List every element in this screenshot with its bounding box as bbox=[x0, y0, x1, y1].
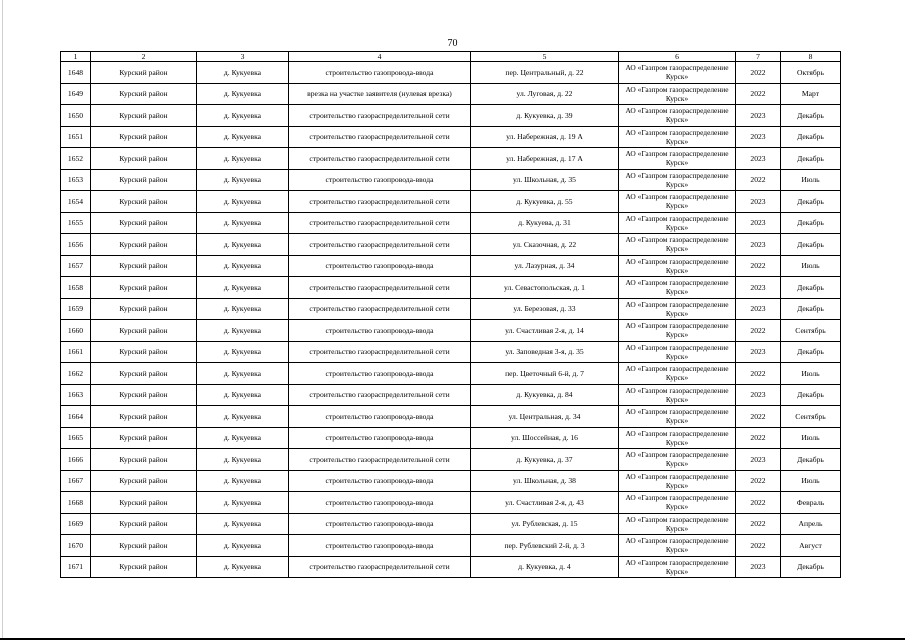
month-cell: Март bbox=[781, 83, 841, 105]
work-type-cell: врезка на участке заявителя (нулевая врезка) bbox=[289, 83, 471, 105]
address-cell: д. Кукуевка, д. 55 bbox=[471, 191, 619, 213]
table-row bbox=[61, 169, 841, 191]
work-type-cell: строительство газораспределительной сети bbox=[289, 234, 471, 256]
work-type-cell: строительство газопровода-ввода bbox=[289, 169, 471, 191]
settlement-cell: д. Кукуевка bbox=[197, 535, 289, 557]
district-cell: Курский район bbox=[91, 169, 197, 191]
organization-cell: АО «Газпром газораспределение Курск» bbox=[619, 234, 736, 256]
work-type-cell: строительство газораспределительной сети bbox=[289, 126, 471, 148]
organization-cell: АО «Газпром газораспределение Курск» bbox=[619, 320, 736, 342]
scan-edge-left bbox=[2, 0, 3, 640]
address-cell: ул. Севастопольская, д. 1 bbox=[471, 277, 619, 299]
district-cell: Курский район bbox=[91, 83, 197, 105]
column-number: 1 bbox=[61, 52, 91, 62]
settlement-cell: д. Кукуевка bbox=[197, 62, 289, 84]
year-cell: 2023 bbox=[736, 277, 781, 299]
month-cell: Декабрь bbox=[781, 277, 841, 299]
year-cell: 2023 bbox=[736, 212, 781, 234]
district-cell: Курский район bbox=[91, 384, 197, 406]
settlement-cell: д. Кукуевка bbox=[197, 126, 289, 148]
year-cell: 2023 bbox=[736, 556, 781, 578]
settlement-cell: д. Кукуевка bbox=[197, 298, 289, 320]
address-cell: пер. Центральный, д. 22 bbox=[471, 62, 619, 84]
work-type-cell: строительство газопровода-ввода bbox=[289, 363, 471, 385]
year-cell: 2023 bbox=[736, 191, 781, 213]
work-type-cell: строительство газораспределительной сети bbox=[289, 556, 471, 578]
settlement-cell: д. Кукуевка bbox=[197, 384, 289, 406]
year-cell: 2022 bbox=[736, 513, 781, 535]
district-cell: Курский район bbox=[91, 427, 197, 449]
district-cell: Курский район bbox=[91, 298, 197, 320]
table-row bbox=[61, 83, 841, 105]
organization-cell: АО «Газпром газораспределение Курск» bbox=[619, 535, 736, 557]
month-cell: Июль bbox=[781, 427, 841, 449]
month-cell: Декабрь bbox=[781, 556, 841, 578]
row-number-cell: 1648 bbox=[61, 62, 91, 84]
year-cell: 2022 bbox=[736, 363, 781, 385]
row-number-cell: 1653 bbox=[61, 169, 91, 191]
row-number-cell: 1662 bbox=[61, 363, 91, 385]
page-number: 70 bbox=[447, 38, 458, 49]
work-type-cell: строительство газораспределительной сети bbox=[289, 341, 471, 363]
gasification-table bbox=[60, 51, 841, 578]
district-cell: Курский район bbox=[91, 277, 197, 299]
year-cell: 2023 bbox=[736, 234, 781, 256]
settlement-cell: д. Кукуевка bbox=[197, 406, 289, 428]
column-number-row bbox=[61, 52, 841, 62]
address-cell: ул. Школьная, д. 35 bbox=[471, 169, 619, 191]
table-row bbox=[61, 320, 841, 342]
row-number-cell: 1658 bbox=[61, 277, 91, 299]
row-number-cell: 1655 bbox=[61, 212, 91, 234]
work-type-cell: строительство газопровода-ввода bbox=[289, 255, 471, 277]
settlement-cell: д. Кукуевка bbox=[197, 191, 289, 213]
organization-cell: АО «Газпром газораспределение Курск» bbox=[619, 363, 736, 385]
settlement-cell: д. Кукуевка bbox=[197, 320, 289, 342]
row-number-cell: 1659 bbox=[61, 298, 91, 320]
row-number-cell: 1671 bbox=[61, 556, 91, 578]
table-row bbox=[61, 406, 841, 428]
month-cell: Декабрь bbox=[781, 341, 841, 363]
organization-cell: АО «Газпром газораспределение Курск» bbox=[619, 212, 736, 234]
table-row bbox=[61, 384, 841, 406]
year-cell: 2022 bbox=[736, 470, 781, 492]
organization-cell: АО «Газпром газораспределение Курск» bbox=[619, 406, 736, 428]
district-cell: Курский район bbox=[91, 513, 197, 535]
table-row bbox=[61, 105, 841, 127]
table-row bbox=[61, 191, 841, 213]
month-cell: Июль bbox=[781, 363, 841, 385]
district-cell: Курский район bbox=[91, 212, 197, 234]
month-cell: Октябрь bbox=[781, 62, 841, 84]
table-row bbox=[61, 62, 841, 84]
address-cell: ул. Сказочная, д. 22 bbox=[471, 234, 619, 256]
address-cell: ул. Луговая, д. 22 bbox=[471, 83, 619, 105]
year-cell: 2023 bbox=[736, 126, 781, 148]
table-row bbox=[61, 148, 841, 170]
table-row bbox=[61, 427, 841, 449]
row-number-cell: 1651 bbox=[61, 126, 91, 148]
address-cell: пер. Рублевский 2-й, д. 3 bbox=[471, 535, 619, 557]
settlement-cell: д. Кукуевка bbox=[197, 492, 289, 514]
row-number-cell: 1665 bbox=[61, 427, 91, 449]
year-cell: 2023 bbox=[736, 148, 781, 170]
organization-cell: АО «Газпром газораспределение Курск» bbox=[619, 105, 736, 127]
organization-cell: АО «Газпром газораспределение Курск» bbox=[619, 449, 736, 471]
district-cell: Курский район bbox=[91, 234, 197, 256]
month-cell: Сентябрь bbox=[781, 406, 841, 428]
address-cell: пер. Цветочный 6-й, д. 7 bbox=[471, 363, 619, 385]
row-number-cell: 1670 bbox=[61, 535, 91, 557]
organization-cell: АО «Газпром газораспределение Курск» bbox=[619, 513, 736, 535]
address-cell: ул. Счастливая 2-я, д. 43 bbox=[471, 492, 619, 514]
settlement-cell: д. Кукуевка bbox=[197, 234, 289, 256]
year-cell: 2023 bbox=[736, 298, 781, 320]
address-cell: ул. Набережная, д. 17 А bbox=[471, 148, 619, 170]
settlement-cell: д. Кукуевка bbox=[197, 513, 289, 535]
table-row bbox=[61, 277, 841, 299]
work-type-cell: строительство газораспределительной сети bbox=[289, 298, 471, 320]
settlement-cell: д. Кукуевка bbox=[197, 105, 289, 127]
organization-cell: АО «Газпром газораспределение Курск» bbox=[619, 427, 736, 449]
table-body bbox=[61, 62, 841, 578]
settlement-cell: д. Кукуевка bbox=[197, 341, 289, 363]
organization-cell: АО «Газпром газораспределение Курск» bbox=[619, 83, 736, 105]
year-cell: 2022 bbox=[736, 83, 781, 105]
settlement-cell: д. Кукуевка bbox=[197, 148, 289, 170]
address-cell: ул. Центральная, д. 34 bbox=[471, 406, 619, 428]
month-cell: Июль bbox=[781, 169, 841, 191]
address-cell: ул. Набережная, д. 19 А bbox=[471, 126, 619, 148]
month-cell: Декабрь bbox=[781, 449, 841, 471]
district-cell: Курский район bbox=[91, 449, 197, 471]
month-cell: Декабрь bbox=[781, 105, 841, 127]
row-number-cell: 1664 bbox=[61, 406, 91, 428]
work-type-cell: строительство газораспределительной сети bbox=[289, 148, 471, 170]
column-number: 4 bbox=[289, 52, 471, 62]
year-cell: 2022 bbox=[736, 406, 781, 428]
work-type-cell: строительство газопровода-ввода bbox=[289, 535, 471, 557]
district-cell: Курский район bbox=[91, 406, 197, 428]
column-number: 2 bbox=[91, 52, 197, 62]
year-cell: 2023 bbox=[736, 384, 781, 406]
row-number-cell: 1666 bbox=[61, 449, 91, 471]
year-cell: 2023 bbox=[736, 341, 781, 363]
organization-cell: АО «Газпром газораспределение Курск» bbox=[619, 255, 736, 277]
row-number-cell: 1650 bbox=[61, 105, 91, 127]
work-type-cell: строительство газораспределительной сети bbox=[289, 105, 471, 127]
district-cell: Курский район bbox=[91, 492, 197, 514]
table-row bbox=[61, 513, 841, 535]
address-cell: ул. Рублевская, д. 15 bbox=[471, 513, 619, 535]
work-type-cell: строительство газопровода-ввода bbox=[289, 406, 471, 428]
district-cell: Курский район bbox=[91, 320, 197, 342]
month-cell: Июль bbox=[781, 255, 841, 277]
month-cell: Декабрь bbox=[781, 191, 841, 213]
settlement-cell: д. Кукуевка bbox=[197, 255, 289, 277]
row-number-cell: 1657 bbox=[61, 255, 91, 277]
organization-cell: АО «Газпром газораспределение Курск» bbox=[619, 384, 736, 406]
table-row bbox=[61, 535, 841, 557]
month-cell: Сентябрь bbox=[781, 320, 841, 342]
table-row bbox=[61, 556, 841, 578]
settlement-cell: д. Кукуевка bbox=[197, 212, 289, 234]
organization-cell: АО «Газпром газораспределение Курск» bbox=[619, 298, 736, 320]
settlement-cell: д. Кукуевка bbox=[197, 277, 289, 299]
row-number-cell: 1656 bbox=[61, 234, 91, 256]
table-row bbox=[61, 126, 841, 148]
organization-cell: АО «Газпром газораспределение Курск» bbox=[619, 169, 736, 191]
settlement-cell: д. Кукуевка bbox=[197, 556, 289, 578]
organization-cell: АО «Газпром газораспределение Курск» bbox=[619, 126, 736, 148]
year-cell: 2023 bbox=[736, 449, 781, 471]
address-cell: ул. Счастливая 2-я, д. 14 bbox=[471, 320, 619, 342]
year-cell: 2022 bbox=[736, 492, 781, 514]
month-cell: Декабрь bbox=[781, 384, 841, 406]
year-cell: 2022 bbox=[736, 62, 781, 84]
settlement-cell: д. Кукуевка bbox=[197, 363, 289, 385]
organization-cell: АО «Газпром газораспределение Курск» bbox=[619, 62, 736, 84]
month-cell: Февраль bbox=[781, 492, 841, 514]
month-cell: Июль bbox=[781, 470, 841, 492]
month-cell: Декабрь bbox=[781, 298, 841, 320]
month-cell: Август bbox=[781, 535, 841, 557]
month-cell: Декабрь bbox=[781, 126, 841, 148]
year-cell: 2022 bbox=[736, 169, 781, 191]
column-number: 3 bbox=[197, 52, 289, 62]
district-cell: Курский район bbox=[91, 255, 197, 277]
district-cell: Курский район bbox=[91, 62, 197, 84]
month-cell: Декабрь bbox=[781, 212, 841, 234]
organization-cell: АО «Газпром газораспределение Курск» bbox=[619, 556, 736, 578]
district-cell: Курский район bbox=[91, 341, 197, 363]
row-number-cell: 1660 bbox=[61, 320, 91, 342]
work-type-cell: строительство газораспределительной сети bbox=[289, 449, 471, 471]
organization-cell: АО «Газпром газораспределение Курск» bbox=[619, 191, 736, 213]
work-type-cell: строительство газораспределительной сети bbox=[289, 191, 471, 213]
organization-cell: АО «Газпром газораспределение Курск» bbox=[619, 277, 736, 299]
table-row bbox=[61, 298, 841, 320]
year-cell: 2022 bbox=[736, 255, 781, 277]
settlement-cell: д. Кукуевка bbox=[197, 427, 289, 449]
work-type-cell: строительство газораспределительной сети bbox=[289, 277, 471, 299]
district-cell: Курский район bbox=[91, 105, 197, 127]
work-type-cell: строительство газопровода-ввода bbox=[289, 427, 471, 449]
address-cell: ул. Заповедная 3-я, д. 35 bbox=[471, 341, 619, 363]
year-cell: 2022 bbox=[736, 320, 781, 342]
row-number-cell: 1663 bbox=[61, 384, 91, 406]
address-cell: ул. Березовая, д. 33 bbox=[471, 298, 619, 320]
table-row bbox=[61, 341, 841, 363]
organization-cell: АО «Газпром газораспределение Курск» bbox=[619, 148, 736, 170]
month-cell: Декабрь bbox=[781, 234, 841, 256]
row-number-cell: 1667 bbox=[61, 470, 91, 492]
month-cell: Декабрь bbox=[781, 148, 841, 170]
district-cell: Курский район bbox=[91, 363, 197, 385]
table-row bbox=[61, 492, 841, 514]
address-cell: д. Кукуевка, д. 4 bbox=[471, 556, 619, 578]
table-row bbox=[61, 255, 841, 277]
year-cell: 2022 bbox=[736, 427, 781, 449]
district-cell: Курский район bbox=[91, 535, 197, 557]
district-cell: Курский район bbox=[91, 191, 197, 213]
column-number: 8 bbox=[781, 52, 841, 62]
work-type-cell: строительство газораспределительной сети bbox=[289, 212, 471, 234]
work-type-cell: строительство газопровода-ввода bbox=[289, 492, 471, 514]
district-cell: Курский район bbox=[91, 126, 197, 148]
row-number-cell: 1649 bbox=[61, 83, 91, 105]
month-cell: Апрель bbox=[781, 513, 841, 535]
year-cell: 2022 bbox=[736, 535, 781, 557]
district-cell: Курский район bbox=[91, 556, 197, 578]
settlement-cell: д. Кукуевка bbox=[197, 169, 289, 191]
row-number-cell: 1654 bbox=[61, 191, 91, 213]
settlement-cell: д. Кукуевка bbox=[197, 470, 289, 492]
work-type-cell: строительство газораспределительной сети bbox=[289, 384, 471, 406]
row-number-cell: 1669 bbox=[61, 513, 91, 535]
table-row bbox=[61, 234, 841, 256]
address-cell: д. Кукуевка, д. 37 bbox=[471, 449, 619, 471]
district-cell: Курский район bbox=[91, 470, 197, 492]
row-number-cell: 1652 bbox=[61, 148, 91, 170]
table-row bbox=[61, 449, 841, 471]
address-cell: д. Кукуевка, д. 39 bbox=[471, 105, 619, 127]
work-type-cell: строительство газопровода-ввода bbox=[289, 320, 471, 342]
address-cell: д. Кукуевка, д. 84 bbox=[471, 384, 619, 406]
row-number-cell: 1668 bbox=[61, 492, 91, 514]
address-cell: ул. Шоссейная, д. 16 bbox=[471, 427, 619, 449]
column-number: 7 bbox=[736, 52, 781, 62]
settlement-cell: д. Кукуевка bbox=[197, 83, 289, 105]
settlement-cell: д. Кукуевка bbox=[197, 449, 289, 471]
address-cell: ул. Лазурная, д. 34 bbox=[471, 255, 619, 277]
table-row bbox=[61, 363, 841, 385]
column-number: 6 bbox=[619, 52, 736, 62]
work-type-cell: строительство газопровода-ввода bbox=[289, 62, 471, 84]
organization-cell: АО «Газпром газораспределение Курск» bbox=[619, 470, 736, 492]
table-row bbox=[61, 470, 841, 492]
year-cell: 2023 bbox=[736, 105, 781, 127]
column-number: 5 bbox=[471, 52, 619, 62]
work-type-cell: строительство газопровода-ввода bbox=[289, 513, 471, 535]
district-cell: Курский район bbox=[91, 148, 197, 170]
address-cell: ул. Школьная, д. 38 bbox=[471, 470, 619, 492]
organization-cell: АО «Газпром газораспределение Курск» bbox=[619, 492, 736, 514]
row-number-cell: 1661 bbox=[61, 341, 91, 363]
address-cell: д. Кукуева, д. 31 bbox=[471, 212, 619, 234]
work-type-cell: строительство газопровода-ввода bbox=[289, 470, 471, 492]
table-row bbox=[61, 212, 841, 234]
organization-cell: АО «Газпром газораспределение Курск» bbox=[619, 341, 736, 363]
